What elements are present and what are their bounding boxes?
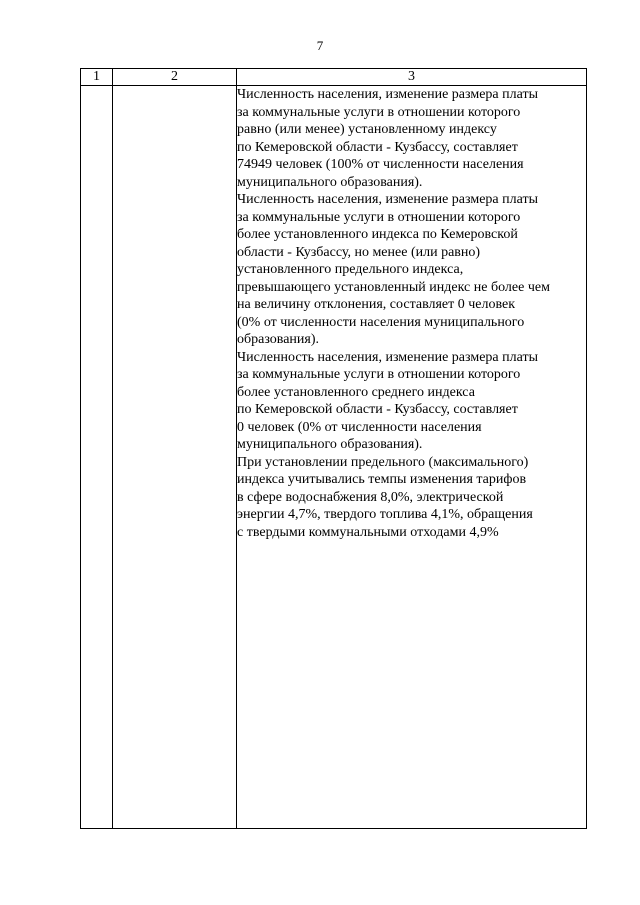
column-3-cell [237, 86, 587, 829]
paragraph-tariff-rates: При установлении предельного (максимального) индекса учитывались темпы изменения тарифов в сфере водоснабжения 8,0%, электрической энергии 4,7%, твердого топлива 4,1%, обращения с твердыми коммунальными отходами 4,9% [237, 454, 533, 540]
column-header-3: 3 [237, 69, 587, 86]
paragraph-population-within-index: Численность населения, изменение размера платы за коммунальные услуги в отношении которого равно (или менее) установленному индексу по Кемеровской области - Кузбассу, составляет 74949 человек (100% от численности населения муниципального образования). [237, 87, 538, 190]
table-row [81, 86, 587, 829]
page-number: 7 [316, 38, 324, 53]
column-2-cell [113, 86, 237, 829]
column-1-cell [81, 86, 113, 829]
column-header-2: 2 [113, 69, 237, 86]
paragraph-population-above-index: Численность населения, изменение размера платы за коммунальные услуги в отношении которого более установленного индекса по Кемеровской области - Кузбассу, но менее (или равно) установленного предельного индекса, превышающего установленный индекс не более чем на величину отклонения, составляет 0 человек (0% от численности населения муниципального образования). [237, 192, 550, 347]
paragraph-population-above-average-index: Численность населения, изменение размера платы за коммунальные услуги в отношении которого более установленного среднего индекса по Кемеровской области - Кузбассу, составляет 0 человек (0% от численности населения муниципального образования). [237, 349, 538, 452]
table-header-row [81, 69, 587, 86]
document-table [80, 68, 587, 829]
column-header-1: 1 [81, 69, 113, 86]
